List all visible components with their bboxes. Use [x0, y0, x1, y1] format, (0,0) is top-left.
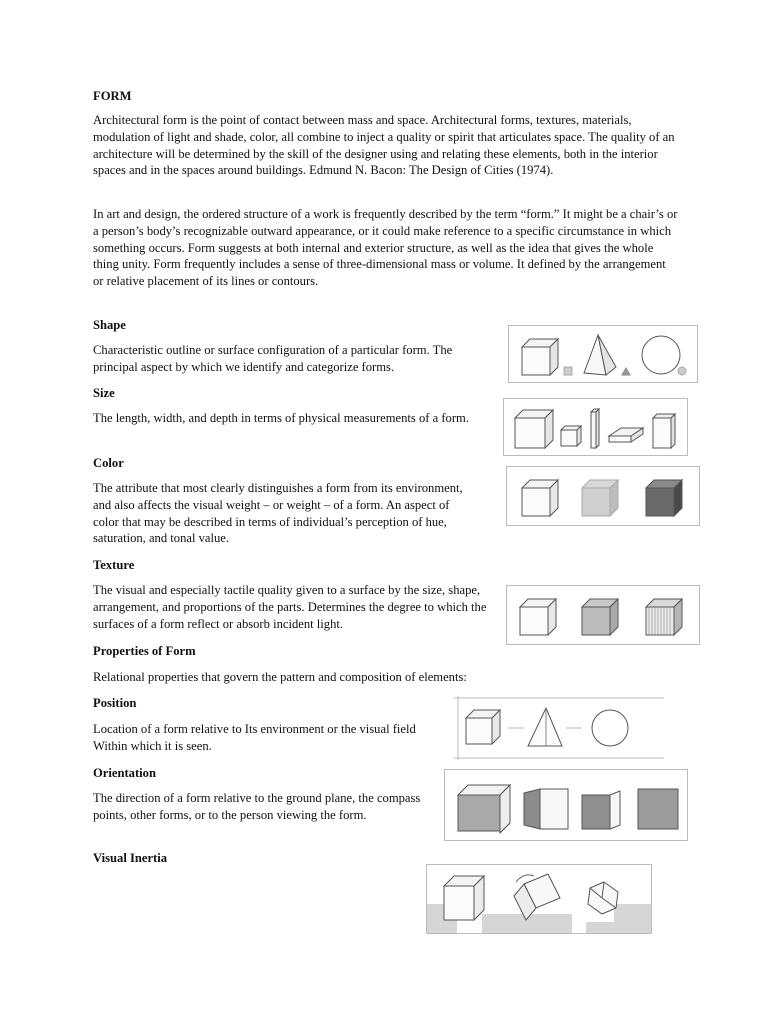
heading-size: Size	[93, 386, 115, 400]
page-title: FORM	[93, 89, 132, 103]
text-position: Location of a form relative to Its environment or the visual field Within which it is seen.	[93, 722, 416, 753]
heading-orientation: Orientation	[93, 766, 156, 780]
text-shape: Characteristic outline or surface configuration of a particular form. The principal aspect by which we identify and categorize forms.	[93, 343, 453, 374]
figure-position	[454, 696, 664, 760]
figure-visual-inertia	[426, 864, 652, 934]
heading-visual-inertia: Visual Inertia	[93, 851, 168, 865]
intro-paragraph-1: Architectural form is the point of contact between mass and space. Architectural forms, textures, materials, modulation of light and shade, color, all combine to inject a quality or spirit that articulates space. The quality of an architecture will be determined by the skill of the designer using and relating these elements, both in the interior spaces and in the spaces around buildings. Edmund N. Bacon: The Design of Cities (1974).	[93, 113, 675, 178]
figure-shape	[508, 325, 698, 383]
intro-paragraph-2: In art and design, the ordered structure of a work is frequently described by the term “form.” It might be a chair’s or a person’s body’s recognizable outward appearance, or it could make reference to a specific circumstance in which something occurs. Form suggests at both internal and exterior structure, as well as the idea that gives the whole thing unity. Form frequently includes a sense of three-dimensional mass or volume. It defined by the arrangement or relative placement of its lines or contours.	[93, 207, 678, 289]
text-properties-of-form: Relational properties that govern the pattern and composition of elements:	[93, 670, 467, 684]
text-size: The length, width, and depth in terms of physical measurements of a form.	[93, 411, 469, 425]
text-orientation: The direction of a form relative to the ground plane, the compass points, other forms, or to the person viewing the form.	[93, 791, 421, 822]
heading-position: Position	[93, 696, 137, 710]
figure-orientation	[444, 769, 688, 841]
figure-color	[506, 466, 700, 526]
heading-color: Color	[93, 456, 124, 470]
text-color: The attribute that most clearly distinguishes a form from its environment, and also affects the visual weight – or weight – of a form. An aspect of color that may be described in terms of individual’s perception of hue, saturation, and tonal value.	[93, 481, 463, 546]
text-texture: The visual and especially tactile quality given to a surface by the size, shape, arrangement, and proportions of the parts. Determines the degree to which the surfaces of a form reflect or absorb incident light.	[93, 583, 487, 631]
heading-texture: Texture	[93, 558, 135, 572]
figure-size	[503, 398, 688, 456]
heading-shape: Shape	[93, 318, 126, 332]
figure-texture	[506, 585, 700, 645]
heading-properties-of-form: Properties of Form	[93, 644, 196, 658]
